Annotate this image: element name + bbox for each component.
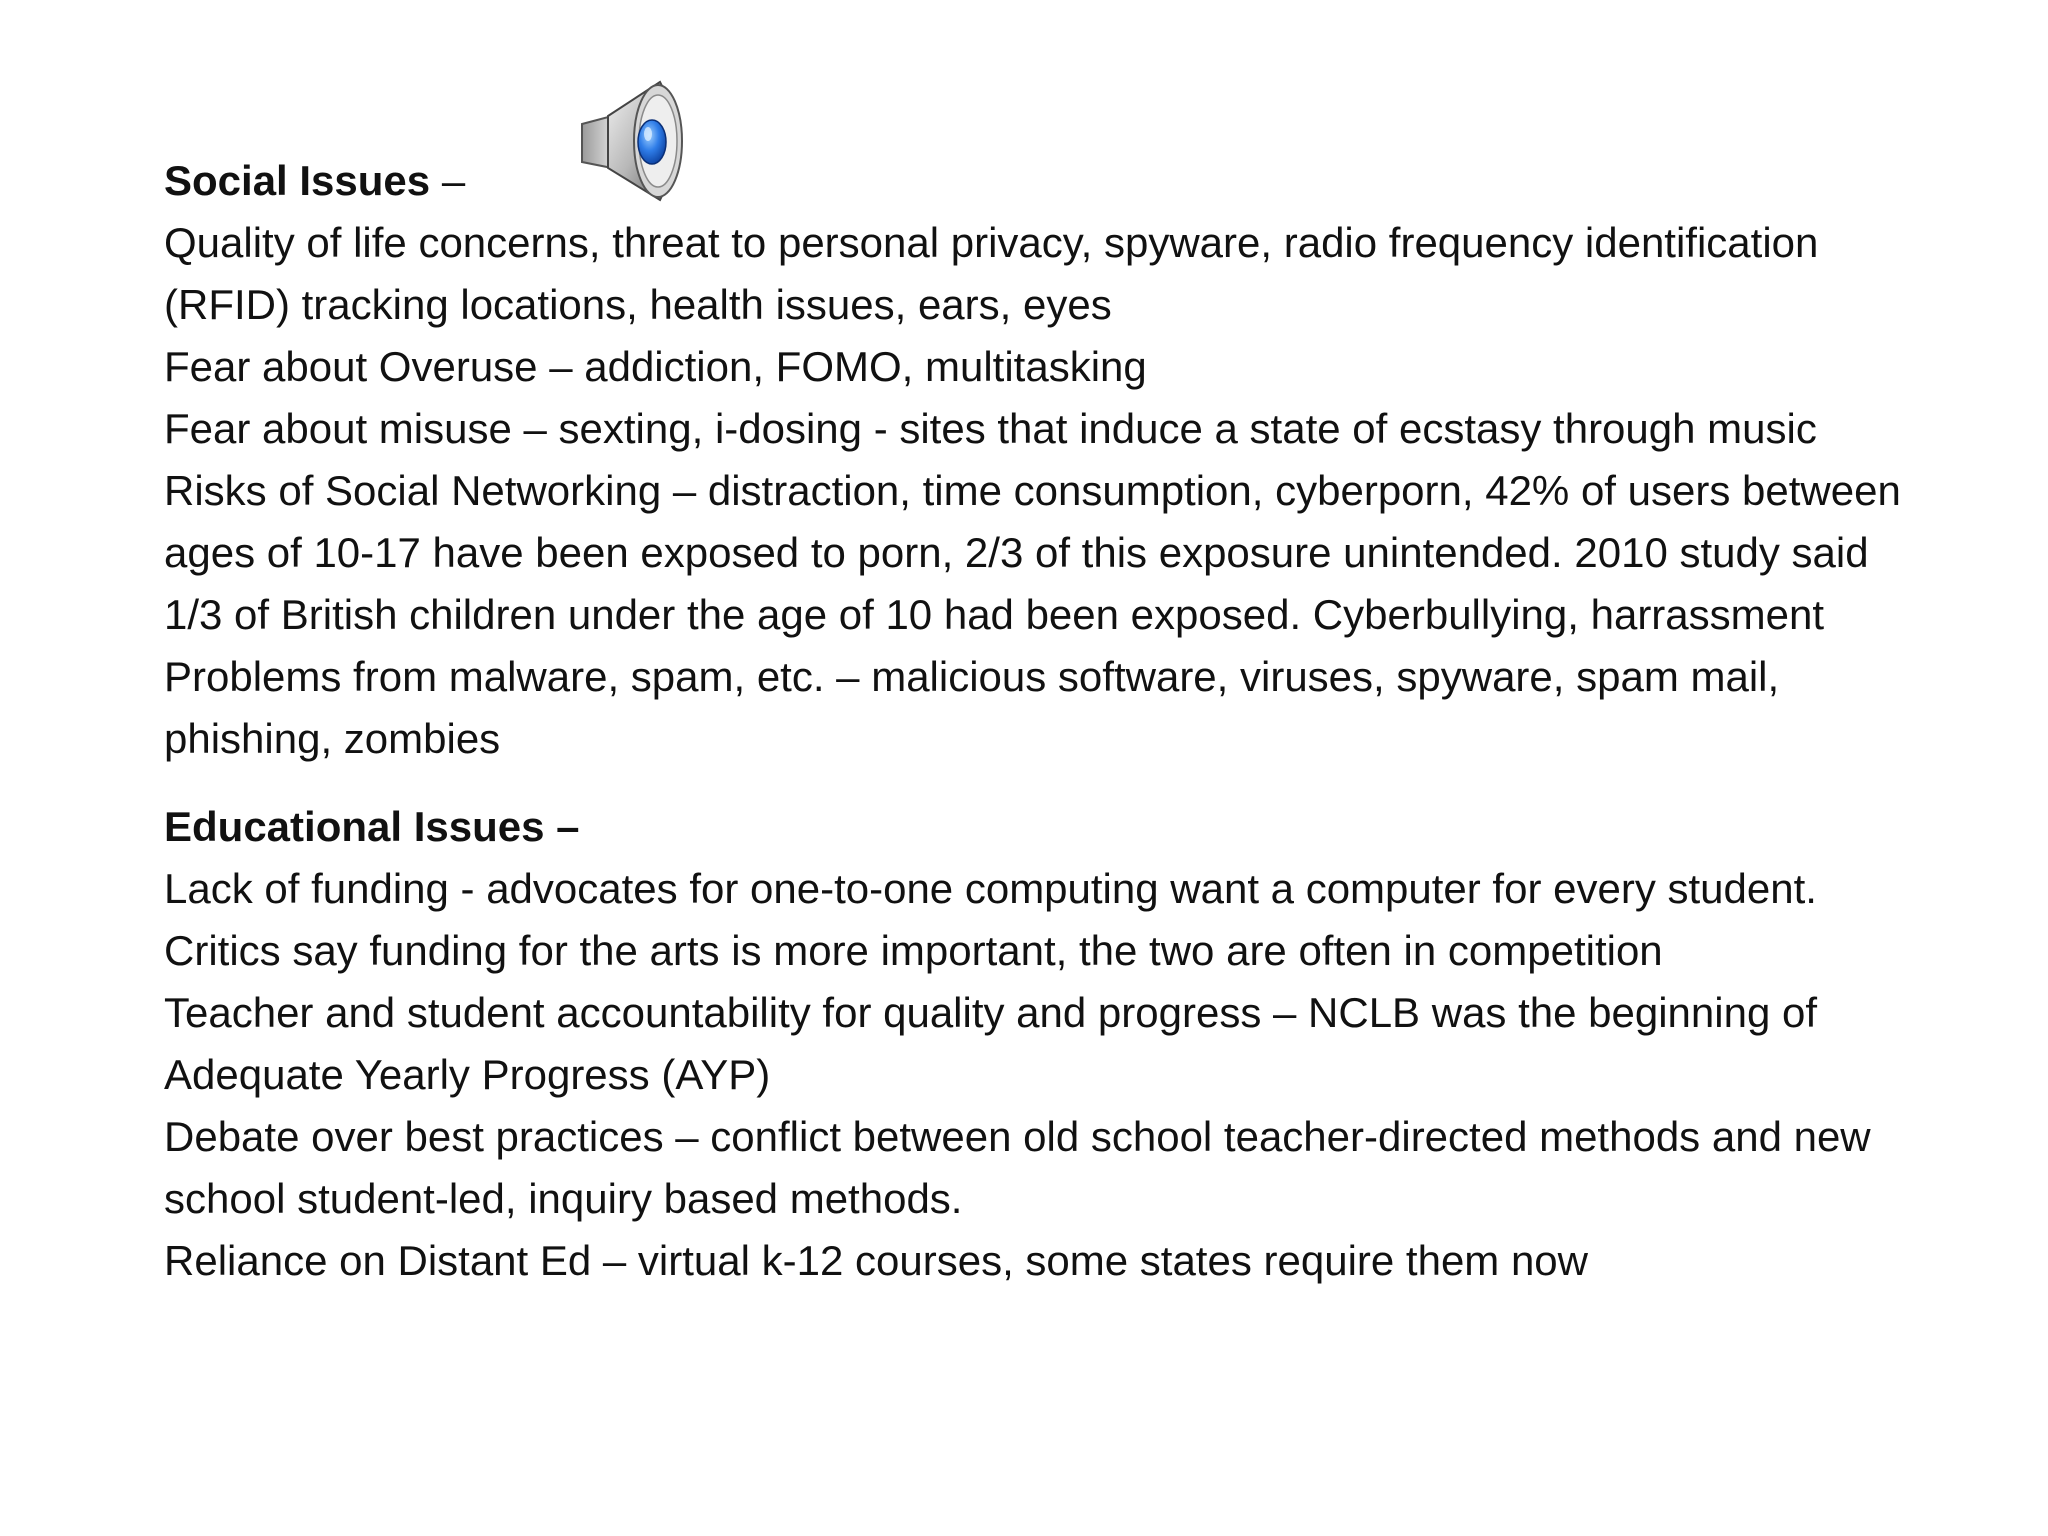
heading-suffix: – — [430, 157, 466, 204]
section-heading-social — [164, 150, 1904, 212]
section-heading-educational — [164, 796, 1904, 858]
list-item: Problems from malware, spam, etc. – malicious software, viruses, spyware, spam mail, phishing, zombies — [164, 653, 1780, 762]
list-item: Teacher and student accountability for quality and progress – NCLB was the beginning of Adequate Yearly Progress (AYP) — [164, 989, 1818, 1098]
list-item: Fear about Overuse – addiction, FOMO, multitasking — [164, 343, 1147, 390]
list-item: Fear about misuse – sexting, i-dosing - sites that induce a state of ecstasy through music — [164, 405, 1817, 452]
list-item: Risks of Social Networking – distraction, time consumption, cyberporn, 42% of users between ages of 10-17 have been exposed to porn, 2/3 of this exposure unintended. 2010 study said 1/3 of British children under the age of 10 had been exposed. Cyberbullying, harrassment — [164, 467, 1901, 638]
slide-body — [164, 150, 1904, 1292]
list-item: Reliance on Distant Ed – virtual k-12 courses, some states require them now — [164, 1237, 1589, 1284]
list-item: Lack of funding - advocates for one-to-one computing want a computer for every student. Critics say funding for the arts is more important, the two are often in competition — [164, 865, 1817, 974]
list-item: Debate over best practices – conflict between old school teacher-directed methods and new school student-led, inquiry based methods. — [164, 1113, 1871, 1222]
heading-label: Social Issues — [164, 157, 431, 204]
list-item: Quality of life concerns, threat to personal privacy, spyware, radio frequency identification (RFID) tracking locations, health issues, ears, eyes — [164, 219, 1819, 328]
heading-label: Educational Issues – — [164, 803, 580, 850]
